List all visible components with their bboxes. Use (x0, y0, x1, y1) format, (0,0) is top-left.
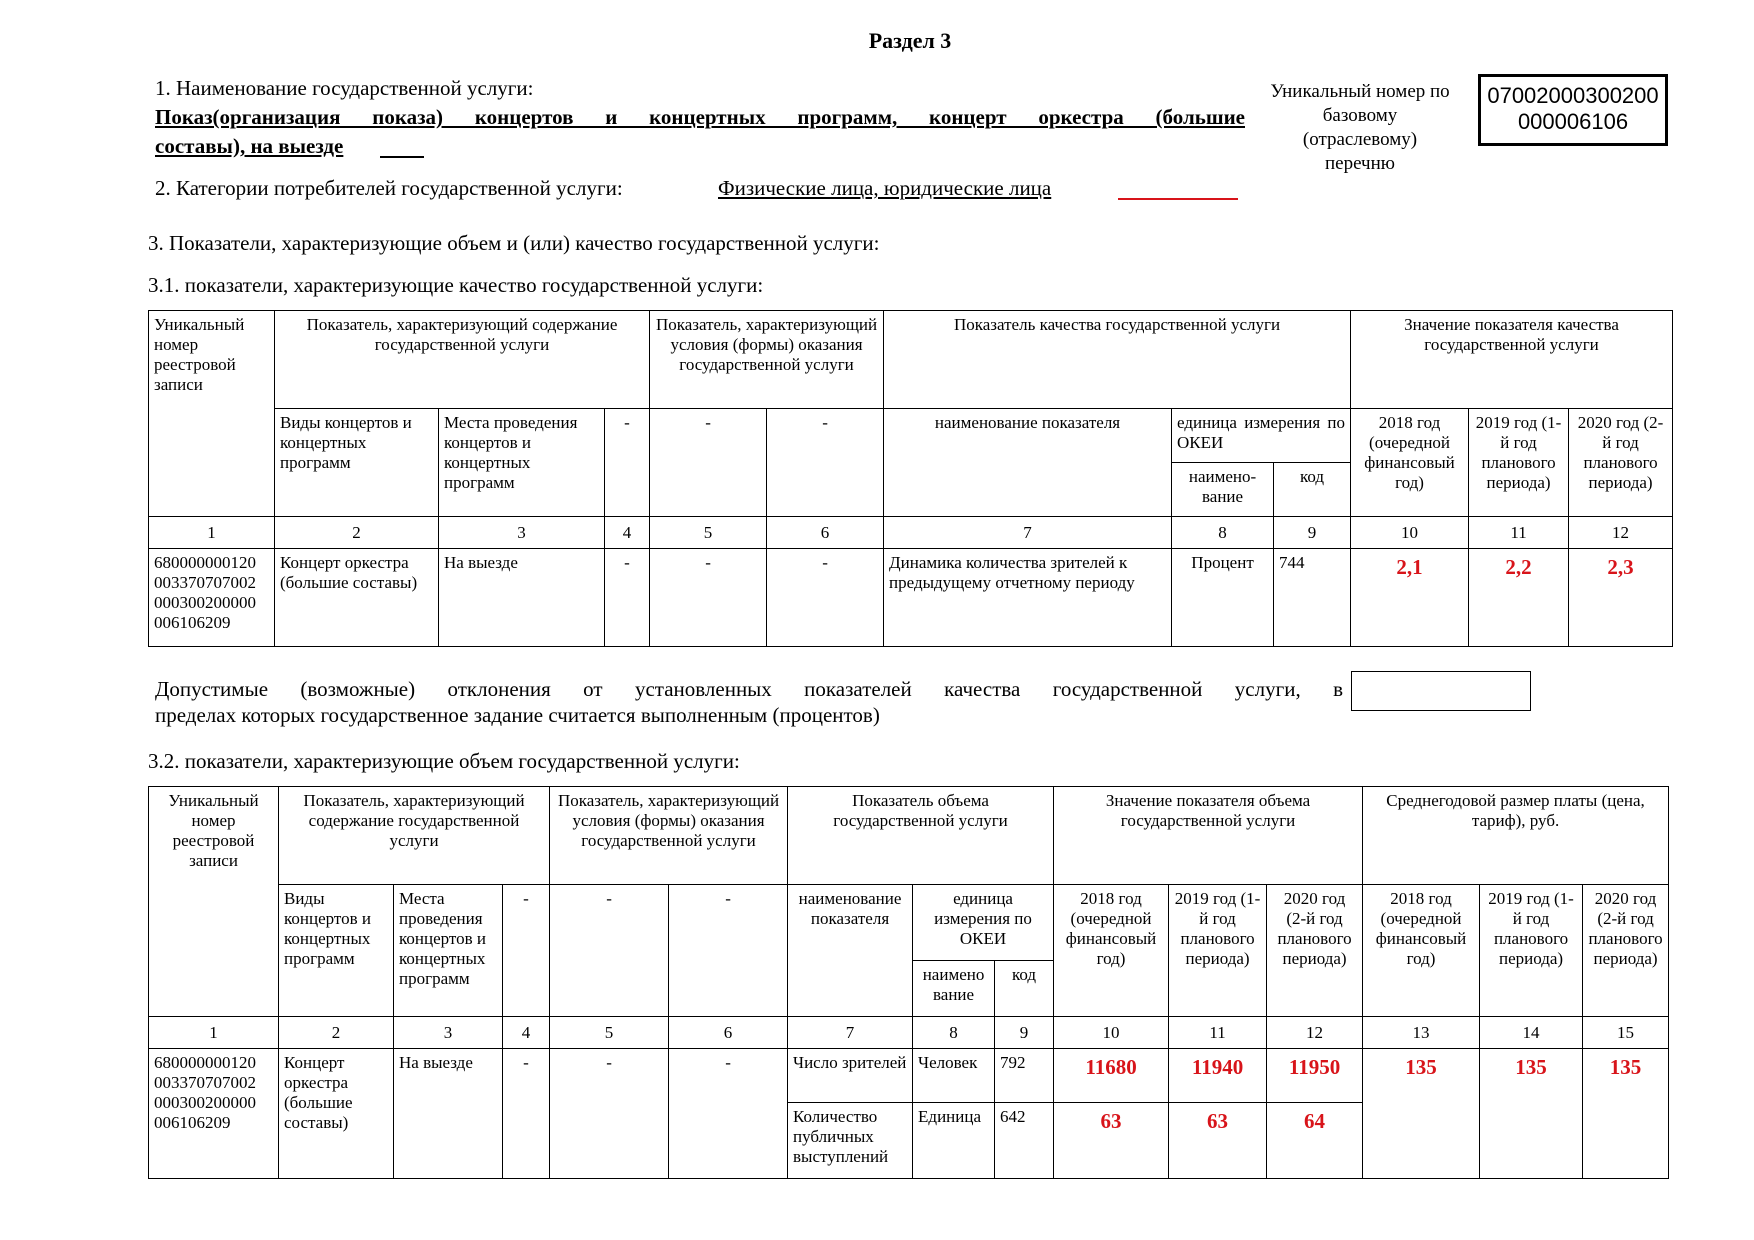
deviation-percent-field[interactable] (1351, 671, 1531, 711)
header-conditions: Показатель, характеризующий условия (формы) оказания государственной услуги (550, 787, 788, 885)
column-number: 9 (1274, 517, 1351, 549)
registry-number-box (1478, 74, 1668, 146)
cell-unit-name: Человек (913, 1049, 995, 1103)
column-number: 3 (394, 1017, 503, 1049)
column-number: 12 (1267, 1017, 1363, 1049)
service-name-line2: составы), на выезде (155, 134, 344, 158)
cell-kind: Концерт оркестра (большие составы) (275, 549, 439, 647)
header-quality-value: Значение показателя качества государственной услуги (1351, 311, 1673, 409)
header-places: Места проведения концертов и концертных программ (439, 409, 605, 517)
cell-col5: - (550, 1049, 669, 1179)
header-content: Показатель, характеризующий содержание государственной услуги (279, 787, 550, 885)
header-content: Показатель, характеризующий содержание государственной услуги (275, 311, 650, 409)
cell-unit-code: 792 (995, 1049, 1054, 1103)
header-quality-indicator: Показатель качества государственной услуги (884, 311, 1351, 409)
column-number: 11 (1169, 1017, 1267, 1049)
header-indicator-name: наименование показателя (788, 885, 913, 1017)
cell-col6: - (767, 549, 884, 647)
cell-indicator-name: Число зрителей (788, 1049, 913, 1103)
cell-value-2018: 2,1 (1351, 549, 1469, 647)
cell-value-2018: 63 (1054, 1103, 1169, 1179)
cell-value-2019: 2,2 (1469, 549, 1569, 647)
service-name-underline (380, 156, 424, 158)
header-unit-code: код (995, 961, 1054, 1017)
header-unit-name: наимено вание (913, 961, 995, 1017)
service-name-label: 1. Наименование государственной услуги: (155, 76, 534, 100)
cell-col4: - (503, 1049, 550, 1179)
column-number: 1 (149, 517, 275, 549)
cell-kind: Концерт оркестра (большие составы) (279, 1049, 394, 1179)
column-number: 1 (149, 1017, 279, 1049)
header-conditions: Показатель, характеризующий условия (формы) оказания государственной услуги (650, 311, 884, 409)
cell-col6: - (669, 1049, 788, 1179)
cell-unique-no: 680000000120 003370707002 000300200000 006106209 (149, 549, 275, 647)
column-number: 14 (1480, 1017, 1583, 1049)
column-number: 8 (913, 1017, 995, 1049)
header-year-2020: 2020 год (2-й год планового периода) (1569, 409, 1673, 517)
column-number: 8 (1172, 517, 1274, 549)
deviation-text-line2: пределах которых государственное задание считается выполненным (процентов) (155, 703, 880, 727)
table-row (149, 1049, 1669, 1103)
column-number: 3 (439, 517, 605, 549)
cell-value-2019: 11940 (1169, 1049, 1267, 1103)
header-unit-name: наимено-вание (1172, 463, 1274, 517)
header-col6: - (669, 885, 788, 1017)
cell-fee-2020: 135 (1583, 1049, 1669, 1179)
consumers-label: 2. Категории потребителей государственной услуги: (155, 176, 623, 200)
header-year-2018: 2018 год (очередной финансовый год) (1054, 885, 1169, 1017)
deviation-text-line1: Допустимые (возможные) отклонения от установленных показателей качества государственной услуги, в (155, 677, 1343, 701)
header-unique-no: Уникальный номер реестровой записи (149, 787, 279, 1017)
header-avg-fee: Среднегодовой размер платы (цена, тариф), руб. (1363, 787, 1669, 885)
consumers-value: Физические лица, юридические лица (718, 176, 1052, 200)
column-number: 7 (788, 1017, 913, 1049)
cell-value-2019: 63 (1169, 1103, 1267, 1179)
column-number: 4 (605, 517, 650, 549)
column-number: 10 (1351, 517, 1469, 549)
cell-unit-code: 642 (995, 1103, 1054, 1179)
cell-fee-2019: 135 (1480, 1049, 1583, 1179)
cell-value-2020: 2,3 (1569, 549, 1673, 647)
header-year-2019: 2019 год (1-й год планового периода) (1469, 409, 1569, 517)
header-year-2018: 2018 год (очередной финансовый год) (1351, 409, 1469, 517)
cell-indicator-name: Количество публичных выступлений (788, 1103, 913, 1179)
column-number: 12 (1569, 517, 1673, 549)
header-fee-year-2019: 2019 год (1-й год планового периода) (1480, 885, 1583, 1017)
header-col4: - (503, 885, 550, 1017)
header-year-2020: 2020 год (2-й год планового периода) (1267, 885, 1363, 1017)
cell-place: На выезде (394, 1049, 503, 1179)
cell-unique-no: 680000000120 003370707002 000300200000 006106209 (149, 1049, 279, 1179)
header-unit-okei: единица измерения по ОКЕИ (913, 885, 1054, 961)
header-fee-year-2018: 2018 год (очередной финансовый год) (1363, 885, 1480, 1017)
section-title: Раздел 3 (868, 28, 952, 53)
column-number: 7 (884, 517, 1172, 549)
column-number: 9 (995, 1017, 1054, 1049)
column-number: 5 (550, 1017, 669, 1049)
header-fee-year-2020: 2020 год (2-й год планового периода) (1583, 885, 1669, 1017)
column-number: 6 (669, 1017, 788, 1049)
header-col5: - (650, 409, 767, 517)
consumers-underline (1118, 198, 1238, 200)
column-number: 15 (1583, 1017, 1669, 1049)
cell-unit-name: Единица (913, 1103, 995, 1179)
table-row (149, 549, 1673, 647)
volume-table (148, 786, 1669, 1179)
column-number: 2 (279, 1017, 394, 1049)
cell-col5: - (650, 549, 767, 647)
registry-label-line: (отраслевому) (1302, 129, 1418, 150)
registry-number-line: 07002000300200 (1487, 83, 1659, 108)
cell-unit-name: Процент (1172, 549, 1274, 647)
header-unit-code: код (1274, 463, 1351, 517)
registry-label (1250, 80, 1470, 176)
registry-label-line: перечню (1325, 153, 1395, 174)
column-number: 6 (767, 517, 884, 549)
quality-title: 3.1. показатели, характеризующие качество государственной услуги: (148, 273, 764, 297)
header-unique-no: Уникальный номер реестровой записи (149, 311, 275, 517)
header-col4: - (605, 409, 650, 517)
header-volume-indicator: Показатель объема государственной услуги (788, 787, 1054, 885)
cell-value-2020: 64 (1267, 1103, 1363, 1179)
volume-title: 3.2. показатели, характеризующие объем государственной услуги: (148, 749, 740, 773)
column-number: 11 (1469, 517, 1569, 549)
header-volume-value: Значение показателя объема государственной услуги (1054, 787, 1363, 885)
column-number: 4 (503, 1017, 550, 1049)
quality-table (148, 310, 1673, 647)
registry-label-line: Уникальный номер по (1270, 81, 1450, 102)
service-name-line1: Показ(организация показа) концертов и концертных программ, концерт оркестра (большие (155, 105, 1245, 129)
cell-col4: - (605, 549, 650, 647)
column-number: 5 (650, 517, 767, 549)
header-unit-okei: единица измерения по ОКЕИ (1172, 409, 1351, 463)
header-year-2019: 2019 год (1-й год планового периода) (1169, 885, 1267, 1017)
section3-title: 3. Показатели, характеризующие объем и (или) качество государственной услуги: (148, 231, 880, 255)
header-indicator-name: наименование показателя (884, 409, 1172, 517)
cell-value-2018: 11680 (1054, 1049, 1169, 1103)
header-col5: - (550, 885, 669, 1017)
column-number: 13 (1363, 1017, 1480, 1049)
cell-value-2020: 11950 (1267, 1049, 1363, 1103)
registry-label-line: базовому (1322, 105, 1398, 126)
cell-place: На выезде (439, 549, 605, 647)
cell-fee-2018: 135 (1363, 1049, 1480, 1179)
header-kinds: Виды концертов и концертных программ (279, 885, 394, 1017)
column-number: 10 (1054, 1017, 1169, 1049)
header-kinds: Виды концертов и концертных программ (275, 409, 439, 517)
cell-unit-code: 744 (1274, 549, 1351, 647)
header-col6: - (767, 409, 884, 517)
column-number: 2 (275, 517, 439, 549)
registry-number-line: 000006106 (1517, 109, 1629, 134)
cell-indicator: Динамика количества зрителей к предыдущему отчетному периоду (884, 549, 1172, 647)
header-places: Места проведения концертов и концертных программ (394, 885, 503, 1017)
